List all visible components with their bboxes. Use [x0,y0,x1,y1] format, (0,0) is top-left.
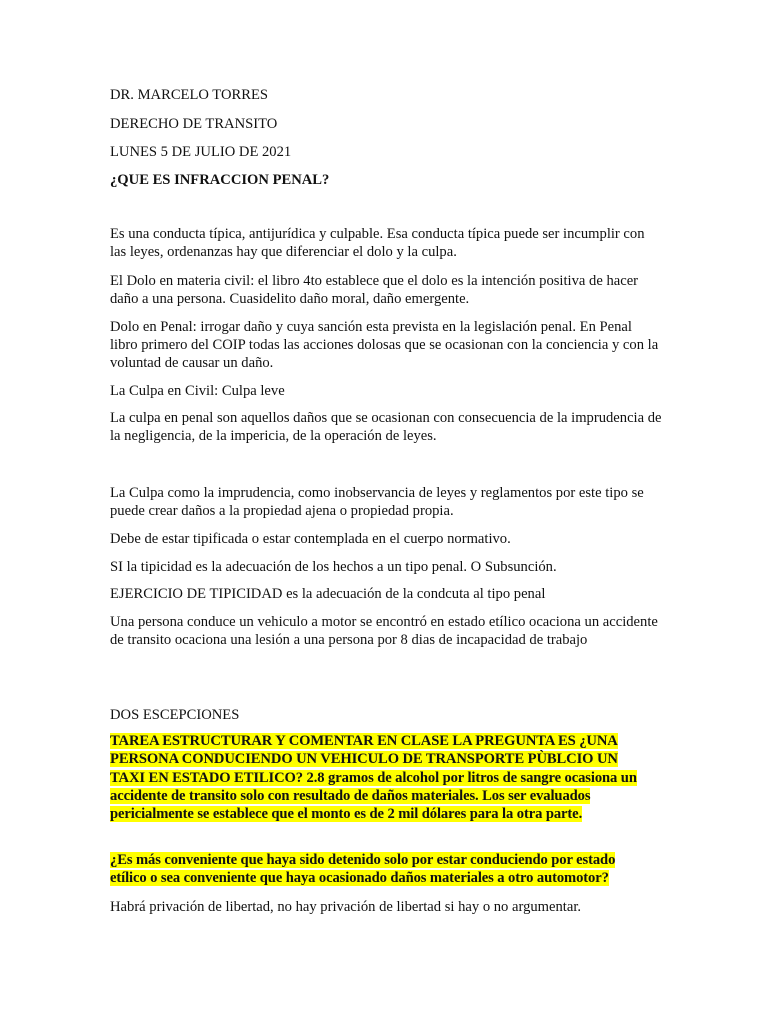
highlighted-task-block [110,732,655,823]
highlighted-task-text: TAREA ESTRUCTURAR Y COMENTAR EN CLASE LA PREGUNTA ES ¿UNA PERSONA CONDUCIENDO UN VEHICULO DE TRANSPORTE PÙBLCIO UN TAXI EN ESTADO ETILICO? 2.8 gramos de alcohol por litros de sangre ocasiona un accidente de transito solo con resultado de daños materiales. Los ser evaluados pericialmente se establece que el monto es de 2 mil dólares para la otra parte. [110,733,637,823]
heading-question: ¿QUE ES INFRACCION PENAL? [110,172,330,188]
paragraph-culpa-civil: La Culpa en Civil: Culpa leve [110,383,285,399]
highlighted-question-text: ¿Es más conveniente que haya sido detenido solo por estar conduciendo por estado etílico o sea conveniente que haya ocasionado daños materiales a otro automotor? [110,852,616,887]
paragraph-dolo-penal: Dolo en Penal: irrogar daño y cuya sanción esta prevista en la legislación penal. En Penal libro primero del COIP todas las acciones dolosas que se ocasionan con la conciencia y con la voluntad de causar un daño. [110,319,659,371]
paragraph-definition: Es una conducta típica, antijurídica y culpable. Esa conducta típica puede ser incumplir con las leyes, ordenanzas hay que diferenciar el dolo y la culpa. [110,226,645,260]
paragraph-tipicidad: SI la tipicidad es la adecuación de los hechos a un tipo penal. O Subsunción. [110,559,557,575]
paragraph-conclusion: Habrá privación de libertad, no hay privación de libertad si hay o no argumentar. [110,899,582,915]
paragraph-dolo-civil: El Dolo en materia civil: el libro 4to establece que el dolo es la intención positiva de hacer daño a una persona. Cuasidelito daño moral, daño emergente. [110,273,639,307]
paragraph-culpa-imprudencia: La Culpa como la imprudencia, como inobservancia de leyes y reglamentos por este tipo se puede crear daños a la propiedad ajena o propiedad propia. [110,485,644,519]
paragraph-caso: Una persona conduce un vehiculo a motor se encontró en estado etílico ocaciona un accidente de transito ocaciona una lesión a una persona por 8 dias de incapacidad de trabajo [110,614,658,648]
paragraph-escepciones: DOS ESCEPCIONES [110,707,240,723]
subject-line: DERECHO DE TRANSITO [110,116,278,132]
paragraph-ejercicio: EJERCICIO DE TIPICIDAD es la adecuación de la condcuta al tipo penal [110,586,546,602]
highlighted-question-block [110,851,655,888]
author-line: DR. MARCELO TORRES [110,87,268,103]
paragraph-culpa-penal: La culpa en penal son aquellos daños que se ocasionan con consecuencia de la imprudencia de la negligencia, de la impericia, de la operación de leyes. [110,410,662,444]
date-line: LUNES 5 DE JULIO DE 2021 [110,144,292,160]
paragraph-tipificada: Debe de estar tipificada o estar contemplada en el cuerpo normativo. [110,531,511,547]
